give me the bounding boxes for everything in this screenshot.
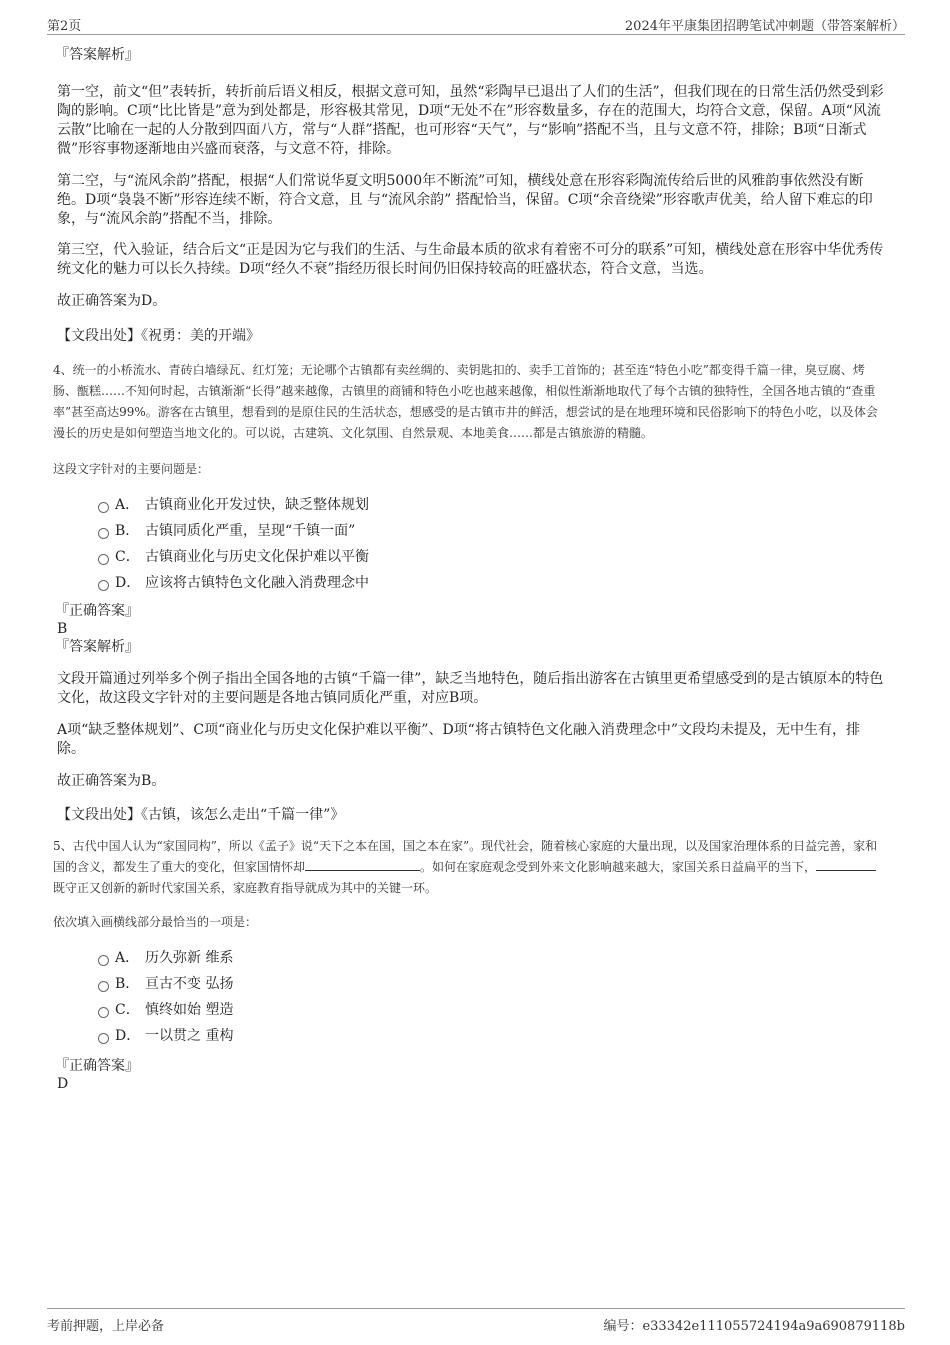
- page-number: 第2页: [47, 19, 82, 34]
- q4-options: [57, 492, 887, 596]
- q5-option-c[interactable]: [57, 997, 887, 1023]
- option-text: 古镇商业化开发过快，缺乏整体规划: [145, 497, 369, 513]
- q3-analysis-p1: 第一空，前文“但”表转折，转折前后语义相反，根据文意可知，虽然“彩陶早已退出了人们的生活”，但我们现在的日常生活仍然受到彩陶的影响。C项“比比皆是”意为到处都是，形容极其常见，D项“无处不在”形容数量多，存在的范围大，均符合文意，保留。A项“风流云散”比喻在一起的人分散到四面八方，常与“人群”搭配，也可形容“天气”，与“影响”搭配不当，且与文意不符，排除；B项“日渐式微”形容事物逐渐地由兴盛而衰落，与文意不符，排除。: [57, 84, 884, 157]
- q4-option-d[interactable]: [57, 570, 887, 596]
- q3-analysis-p2: 第二空，与“流风余韵”搭配，根据“人们常说华夏文明5000年不断流”可知，横线处意在形容彩陶流传给后世的风雅韵事依然没有断绝。D项“袅袅不断”形容连续不断，符合文意，且 与“流风余韵” 搭配恰当，保留。C项“余音绕梁”形容歌声优美，给人留下难忘的印象，与“流风余韵”搭配不当，排除。: [57, 173, 873, 227]
- q3-analysis-p3: 第三空，代入验证，结合后文“正是因为它与我们的生活、与生命最本质的欲求有着密不可分的联系”可知，横线处意在形容中华优秀传统文化的魅力可以长久持续。D项“经久不衰”指经历很长时间仍旧保持较高的旺盛状态，符合文意，当选。: [57, 242, 884, 277]
- q4-option-a[interactable]: [57, 492, 887, 518]
- q5-options: [57, 945, 887, 1049]
- option-text: 古镇商业化与历史文化保护难以平衡: [145, 549, 369, 565]
- page-footer: [47, 1308, 905, 1333]
- option-letter: A．: [115, 950, 140, 966]
- q4-analysis-p1: 文段开篇通过列举多个例子指出全国各地的古镇“千篇一律”，缺乏当地特色，随后指出游客在古镇里更希望感受到的是古镇原本的特色文化，故这段文字针对的主要问题是各地古镇同质化严重，对应B项。: [57, 671, 884, 706]
- fill-blank-2: [816, 858, 876, 871]
- radio-button-icon[interactable]: [98, 1007, 109, 1018]
- q4-answer: B: [57, 621, 68, 637]
- radio-button-icon[interactable]: [98, 955, 109, 966]
- radio-button-icon[interactable]: [98, 1033, 109, 1044]
- q4-question: 这段文字针对的主要问题是：: [53, 462, 210, 476]
- option-text: 古镇同质化严重，呈现“千镇一面”: [145, 523, 356, 539]
- radio-button-icon[interactable]: [98, 981, 109, 992]
- page-header: [47, 12, 905, 35]
- q5-answer-label: 『正确答案』: [55, 1058, 139, 1074]
- radio-button-icon[interactable]: [98, 502, 109, 513]
- document-title: 2024年平康集团招聘笔试冲刺题（带答案解析）: [624, 19, 905, 34]
- document-id: 编号：e33342e111055724194a9a690879118b: [603, 1319, 905, 1334]
- option-text: 应该将古镇特色文化融入消费理念中: [145, 575, 369, 591]
- q5-question: 依次填入画横线部分最恰当的一项是：: [53, 915, 258, 929]
- q5-stem-part-3: 既守正又创新的新时代家国关系，家庭教育指导就成为其中的关键一环。: [53, 881, 438, 895]
- q3-source: 【文段出处】《祝勇：美的开端》: [57, 328, 260, 344]
- option-letter: B．: [115, 976, 140, 992]
- q4-stem: 4、统一的小桥流水、青砖白墙绿瓦、红灯笼；无论哪个古镇都有卖丝绸的、卖钥匙扣的、卖手工首饰的；甚至连“特色小吃”都变得千篇一律，臭豆腐、烤肠、甑糕……不知何时起，古镇渐渐“长得”越来越像，古镇里的商铺和特色小吃也越来越像，相似性渐渐地取代了每个古镇的独特性，全国各地古镇的“查重率”甚至高达99%。游客在古镇里，想看到的是原住民的生活状态，想感受的是古镇市井的鲜活，想尝试的是在地理环境和民俗影响下的特色小吃，以及体会漫长的历史是如何塑造当地文化的。可以说，古建筑、文化氛围、自然景观、本地美食……都是古镇旅游的精髓。: [53, 363, 878, 440]
- q5-stem: [53, 836, 887, 899]
- fill-blank-1: [305, 858, 420, 871]
- option-text: 历久弥新 维系: [145, 950, 234, 966]
- q3-analysis-label: 『答案解析』: [55, 47, 139, 63]
- radio-button-icon[interactable]: [98, 580, 109, 591]
- option-letter: C．: [115, 549, 140, 565]
- radio-button-icon[interactable]: [98, 554, 109, 565]
- q3-conclusion: 故正确答案为D。: [57, 293, 167, 309]
- option-text: 一以贯之 重构: [145, 1028, 234, 1044]
- q5-option-a[interactable]: [57, 945, 887, 971]
- q5-stem-part-2: 。如何在家庭观念受到外来文化影响越来越大，家国关系日益扁平的当下，: [420, 860, 817, 874]
- option-text: 慎终如始 塑造: [145, 1002, 234, 1018]
- option-letter: B．: [115, 523, 140, 539]
- option-letter: D．: [115, 1028, 141, 1044]
- q5-stem-part-1: 5、古代中国人认为“家国同构”，所以《孟子》说“天下之本在国，国之本在家”。现代社会，随着核心家庭的大量出现，以及国家治理体系的日益完善，家和国的含义，都发生了重大的变化，但家国情怀却: [53, 839, 878, 874]
- q5-answer: D: [57, 1076, 69, 1092]
- q5-option-d[interactable]: [57, 1023, 887, 1049]
- radio-button-icon[interactable]: [98, 528, 109, 539]
- option-letter: D．: [115, 575, 141, 591]
- q4-analysis-label: 『答案解析』: [55, 639, 139, 655]
- option-letter: C．: [115, 1002, 140, 1018]
- footer-slogan: 考前押题，上岸必备: [47, 1319, 165, 1334]
- q4-option-c[interactable]: [57, 544, 887, 570]
- q4-conclusion: 故正确答案为B。: [57, 773, 166, 789]
- main-content: [53, 46, 887, 1093]
- q5-option-b[interactable]: [57, 971, 887, 997]
- q4-option-b[interactable]: [57, 518, 887, 544]
- q4-analysis-p2: A项“缺乏整体规划”、C项“商业化与历史文化保护难以平衡”、D项“将古镇特色文化融入消费理念中”文段均未提及，无中生有，排除。: [57, 722, 860, 757]
- q4-answer-label: 『正确答案』: [55, 603, 139, 619]
- option-text: 亘古不变 弘扬: [145, 976, 234, 992]
- option-letter: A．: [115, 497, 140, 513]
- q4-source: 【文段出处】《古镇，该怎么走出“千篇一律”》: [57, 807, 345, 823]
